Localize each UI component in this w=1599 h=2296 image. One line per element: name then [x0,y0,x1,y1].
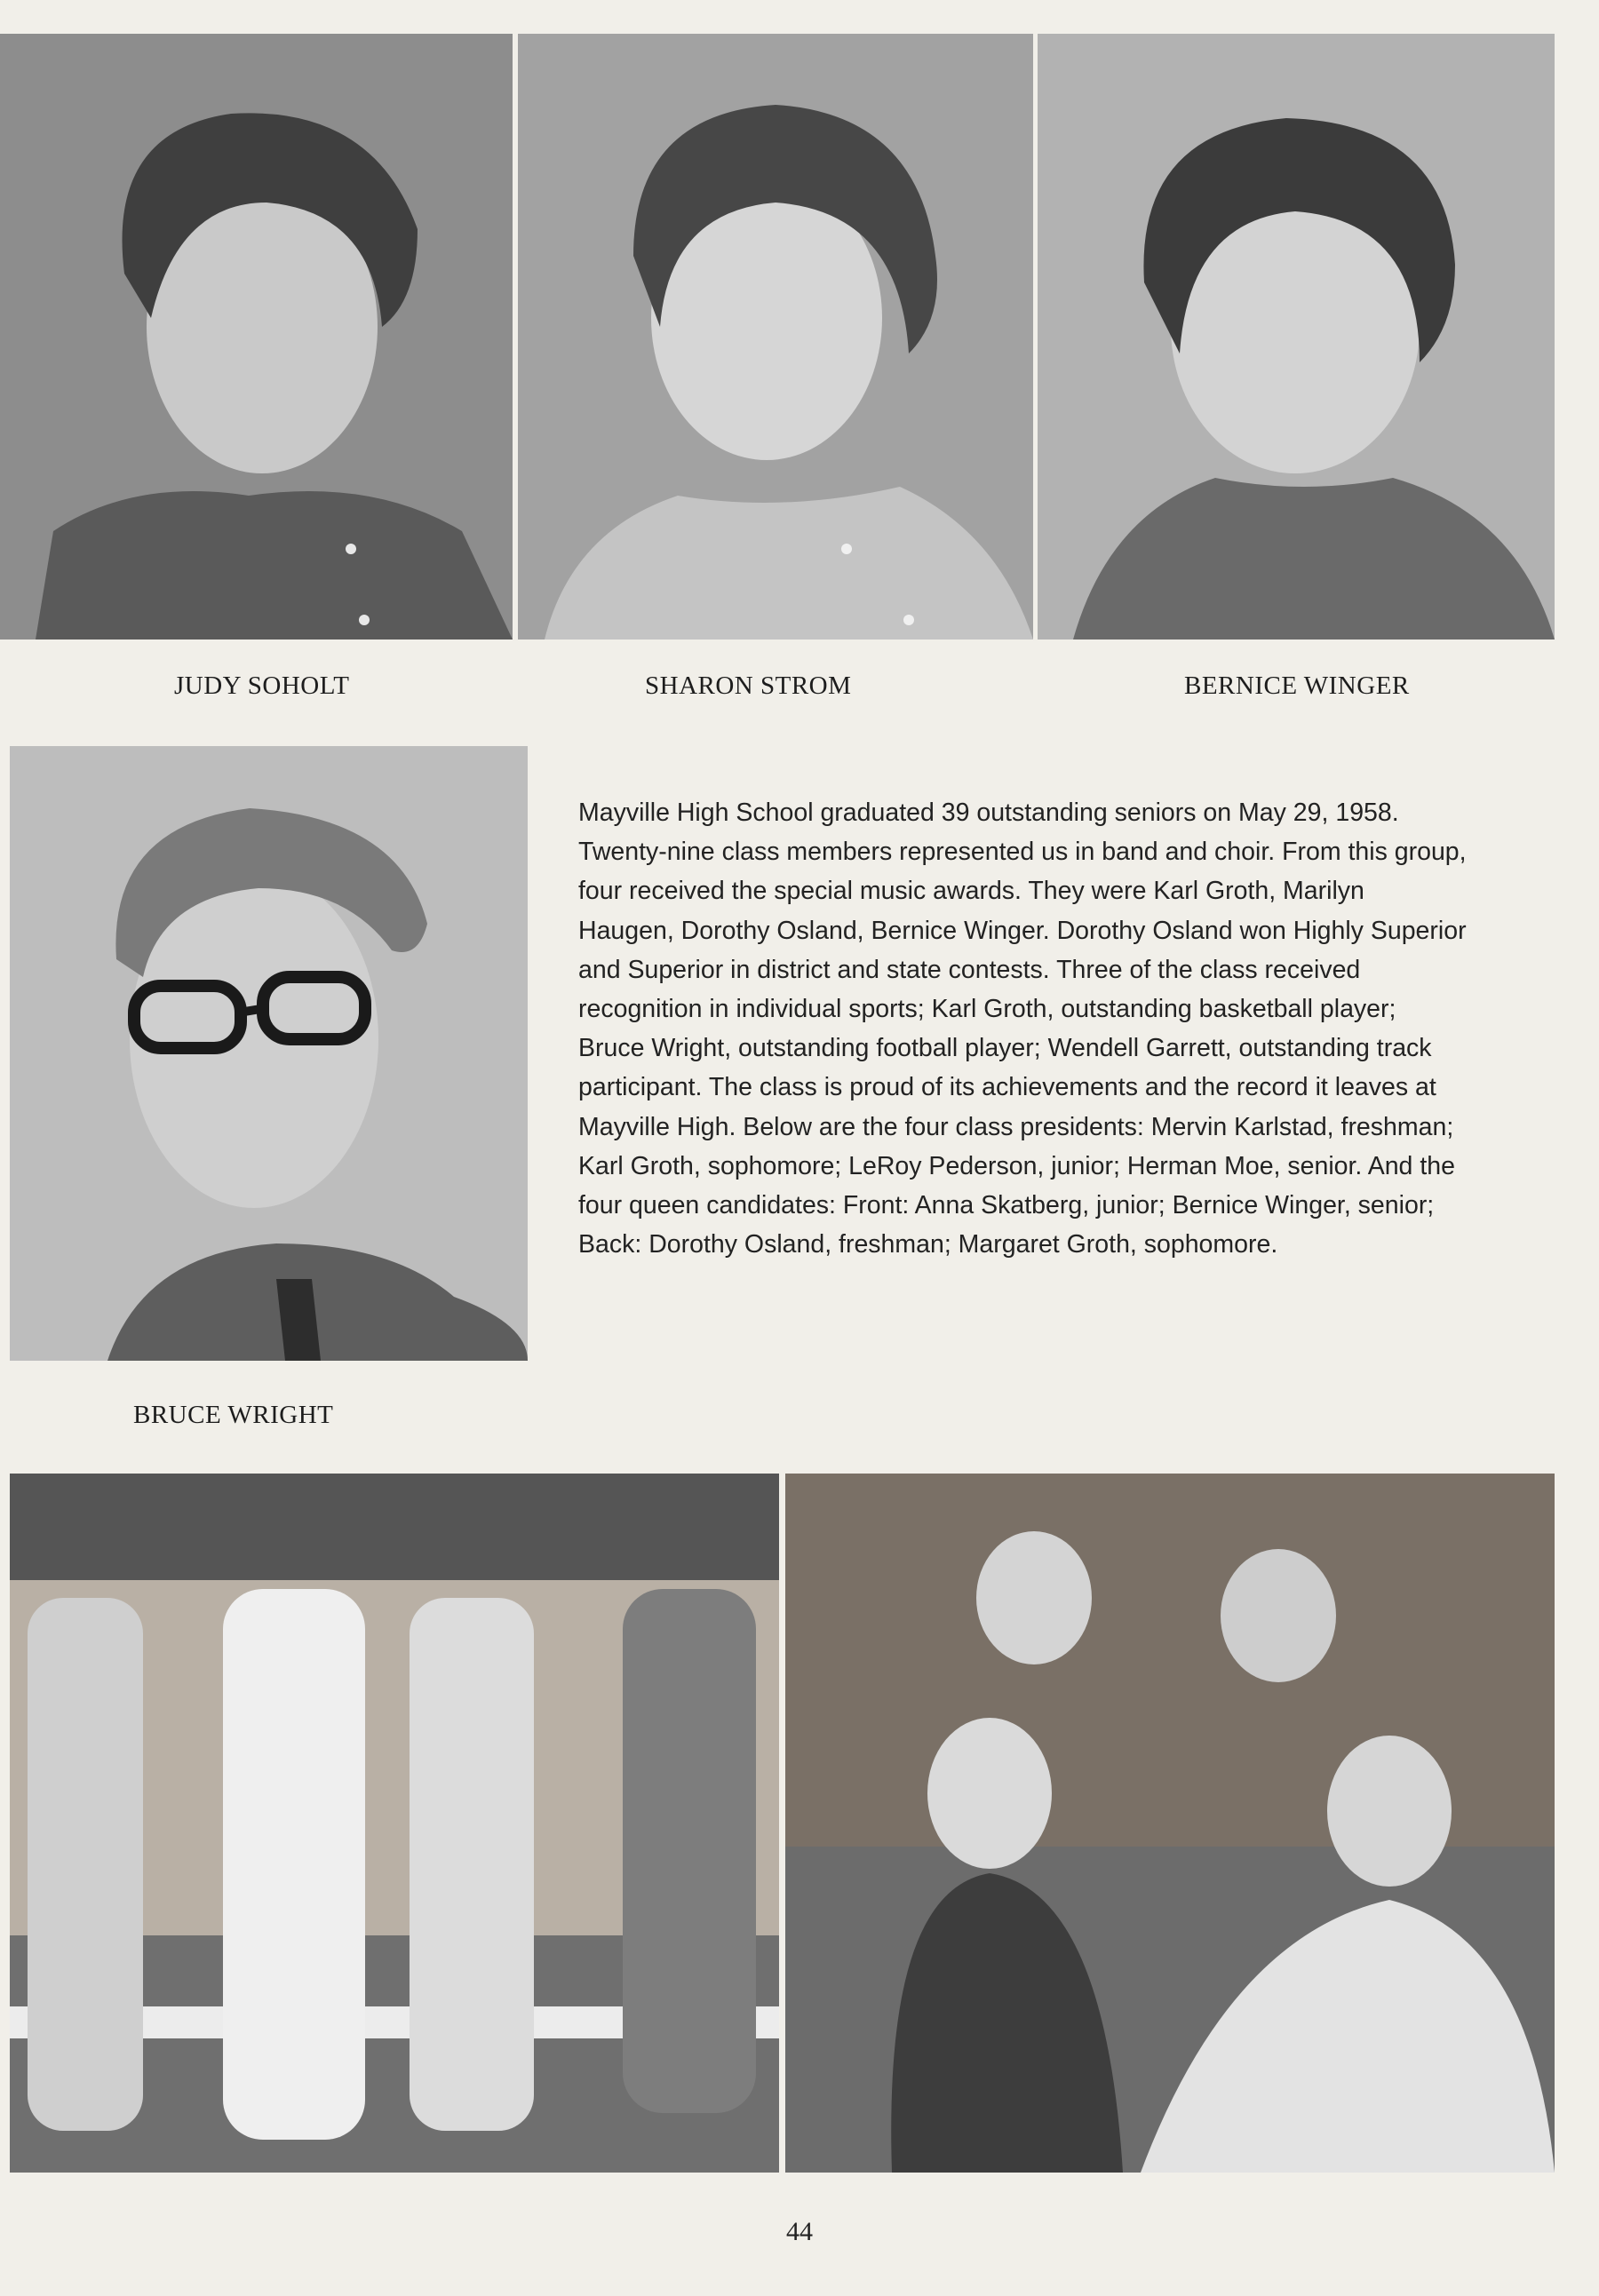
portrait-photo-bernice-winger [1038,34,1555,640]
portrait-caption-bernice-winger: BERNICE WINGER [1184,671,1410,700]
portrait-photo-bruce-wright [10,746,528,1361]
queen-candidates-photo [785,1474,1555,2173]
portrait-illustration [0,34,513,640]
portrait-illustration [10,746,528,1361]
portrait-illustration [518,34,1033,640]
portrait-photo-judy-soholt [0,34,513,640]
group-photo-illustration [785,1474,1555,2173]
portrait-caption-sharon-strom: SHARON STROM [645,671,852,700]
class-presidents-photo [10,1474,779,2173]
portrait-caption-judy-soholt: JUDY SOHOLT [174,671,350,700]
portrait-photo-sharon-strom [518,34,1033,640]
portrait-illustration [1038,34,1555,640]
article-paragraph: Mayville High School graduated 39 outstanding seniors on May 29, 1958. Twenty-nine class members represented us in band and choir. From this group, four received the special music awards. They were Karl Groth, Marilyn Haugen, Dorothy Osland, Bernice Winger. Dorothy Osland won Highly Superior and Superior in district and state contests. Three of the class received recognition in individual sports; Karl Groth, outstanding basketball player; Bruce Wright, outstanding football player; Wendell Garrett, outstanding track participant. The class is proud of its achievements and the record it leaves at Mayville High. Below are the four class presidents: Mervin Karlstad, freshman; Karl Groth, sophomore; LeRoy Pederson, junior; Herman Moe, senior. And the four queen candidates: Front: Anna Skatberg, junior; Bernice Winger, senior; Back: Dorothy Osland, freshman; Margaret Groth, sophomore. [578,798,1467,1259]
group-photo-illustration [10,1474,779,2173]
page-number: 44 [786,2217,813,2246]
portrait-caption-bruce-wright: BRUCE WRIGHT [133,1401,334,1429]
